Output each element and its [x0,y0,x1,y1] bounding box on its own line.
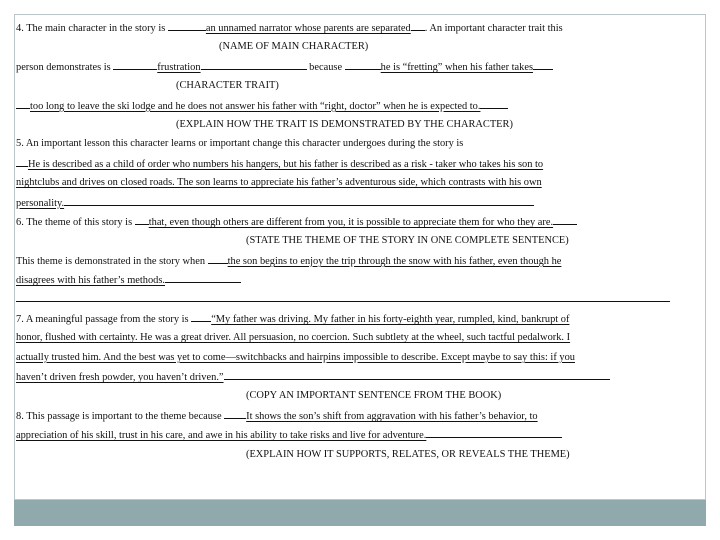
q5-line-2: nightclubs and drives on closed roads. The son learns to appreciate his father’s adventurous side, which contrasts with his own [16,177,542,189]
blank [64,193,534,206]
q4-trait: frustration [157,61,201,73]
q6-line-1 [16,212,676,231]
q7-line-1 [16,309,676,328]
blank [16,154,28,167]
q6-line2-lead: This theme is demonstrated in the story when [16,255,206,267]
caption-state-theme: (STATE THE THEME OF THE STORY IN ONE COMPLETE SENTENCE) [246,235,569,247]
footer-bar [14,500,706,526]
q8-lead: 8. This passage is important to the theme because [16,410,222,422]
q7-line-2: honor, flushed with certainty. He was a great driver. All persuasion, no coercion. Such subtlety at the wheel, such tactful pedalwork. I [16,332,571,344]
blank [480,96,508,109]
caption-character-trait: (CHARACTER TRAIT) [176,80,279,92]
q4-line-1 [16,18,676,37]
blank [411,18,425,31]
caption-explain-theme: (EXPLAIN HOW IT SUPPORTS, RELATES, OR REVEALS THE THEME) [246,448,570,460]
blank [168,18,206,31]
q4-trail: . An important character trait this [424,23,563,34]
q8-line2: appreciation of his skill, trust in his care, and awe in his ability to take risks and live for adventure. [16,430,427,442]
q8-line-1 [16,406,676,425]
q4-answer: an unnamed narrator whose parents are separated [205,23,411,34]
blank [135,212,149,225]
q4-line-2 [16,57,676,76]
q6-line2-answer: the son begins to enjoy the trip through the snow with his father, even though he [227,255,562,267]
blank [208,251,228,264]
q4-because: because [309,61,343,73]
q5-line1: He is described as a child of order who numbers his hangers, but his father is described as a risk - taker who takes his son to [28,158,544,170]
blank [16,96,30,109]
q6-line3: disagrees with his father’s methods. [16,275,165,287]
q6-line-2 [16,251,676,270]
q5-lead: 5. An important lesson this character learns or important change this character undergoes during the story is [16,138,464,150]
blank [224,367,610,380]
q4-because-answer: he is “fretting” when his father takes [380,61,534,73]
q7-line1: “My father was driving. My father in his forty-eighth year, rumpled, kind, bankrupt of [211,313,570,325]
blank-rule [16,289,670,302]
q7-line-4 [16,367,676,386]
blank [224,406,246,419]
q5-line-3 [16,193,676,212]
blank [113,57,157,70]
q4-line-3 [16,96,676,115]
q7-line4: haven’t driven fresh powder, you haven’t driven.” [16,372,224,384]
q6-line-3 [16,270,676,289]
blank [201,57,307,70]
blank [426,425,562,438]
q4-lead: 4. The main character in the story is [16,23,166,34]
caption-copy-sentence: (COPY AN IMPORTANT SENTENCE FROM THE BOOK) [246,390,502,402]
caption-name-of-main-character: (NAME OF MAIN CHARACTER) [219,41,369,53]
q5-line3: personality. [16,197,65,209]
q4-line2-lead: person demonstrates is [16,61,111,73]
q8-line1: It shows the son’s shift from aggravation with his father’s behavior, to [246,410,538,422]
q5-line-1 [16,154,676,173]
blank [553,212,577,225]
q7-lead: 7. A meaningful passage from the story is [16,313,189,325]
q6-lead: 6. The theme of this story is [16,216,133,228]
caption-explain-trait: (EXPLAIN HOW THE TRAIT IS DEMONSTRATED BY THE CHARACTER) [176,118,513,130]
q8-line-2 [16,425,676,444]
blank [165,270,241,283]
blank [533,57,553,70]
q7-line-3: actually trusted him. And the best was yet to come—switchbacks and hairpins impossible to describe. Except maybe to say this: if you [16,351,575,363]
q6-answer: that, even though others are different from you, it is possible to appreciate them for who they are. [148,216,554,228]
blank [345,57,381,70]
worksheet [16,18,676,464]
blank [191,309,211,322]
q4-line3: too long to leave the ski lodge and he does not answer his father with “right, doctor” when he is expected to. [30,100,481,112]
separator-rule [16,289,676,308]
